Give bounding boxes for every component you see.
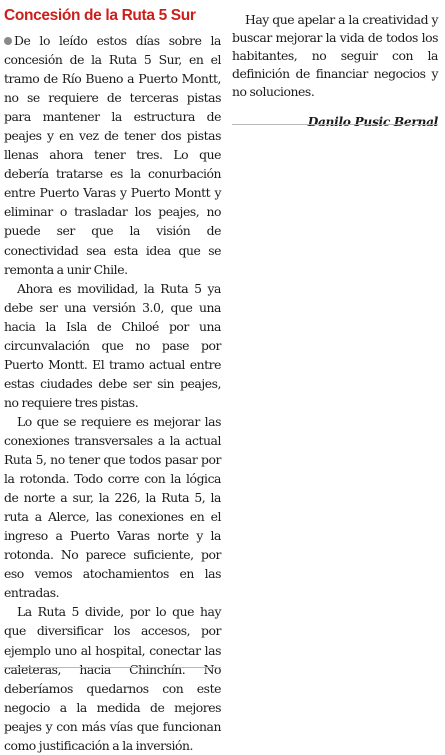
column-divider-line xyxy=(4,667,221,668)
letter-paragraph-2: Ahora es movilidad, la Ruta 5 ya debe ser una versión 3.0, que una hacia la Isla de Chiloé por una circunvalación que no pase por Puerto Montt. El tramo actual entre estas ciudades debe ser sin peajes, no requiere tres pistas. xyxy=(4,280,221,410)
letter-paragraph-1-text: De lo leído estos días sobre la concesión de la Ruta 5 Sur, en el tramo de Río Bueno a Puerto Montt, no se requiere de terceras pistas para mantener la estructura de peajes y en vez de tener dos pistas llenas ahora tener tres. Lo que debería tratarse es la conurbación entre Puerto Varas y Puerto Montt y eliminar o trasladar los peajes, no puede ser que la visión de conectividad sea esta idea que se remonta a unir Chile. xyxy=(4,33,221,277)
letter-body xyxy=(4,31,221,755)
letter-main-column xyxy=(4,6,221,755)
bullet-dot-icon xyxy=(4,37,12,45)
letter-end-divider-line xyxy=(232,124,438,125)
letter-signature: Danilo Pusic Bernal xyxy=(307,115,438,129)
letter-paragraph-1 xyxy=(4,31,221,279)
letter-headline: Concesión de la Ruta 5 Sur xyxy=(4,7,196,24)
letter-paragraph-5: Hay que apelar a la creatividad y buscar mejorar la vida de todos los habitantes, no seguir con la definición de financiar negocios y no soluciones. xyxy=(232,12,438,99)
letter-paragraph-4: La Ruta 5 divide, por lo que hay que diversificar los accesos, por ejemplo uno al hospital, conectar las caleteras, hacia Chinchín. No deberíamos quedarnos con este negocio a la medida de mejores peajes y con más vías que funcionan como justificación a la inversión. xyxy=(4,604,221,753)
letter-paragraph-3: Lo que se requiere es mejorar las conexiones transversales a la actual Ruta 5, no tener que todos pasar por la rotonda. Todo corre con la lógica de norte a sur, la 226, la Ruta 5, la ruta a Alerce, las conexiones en el ingreso a Puerto Varas norte y la rotonda. No parece suficiente, por eso vemos atochamientos en las entradas. xyxy=(4,413,221,601)
letter-continuation-column xyxy=(232,11,438,130)
